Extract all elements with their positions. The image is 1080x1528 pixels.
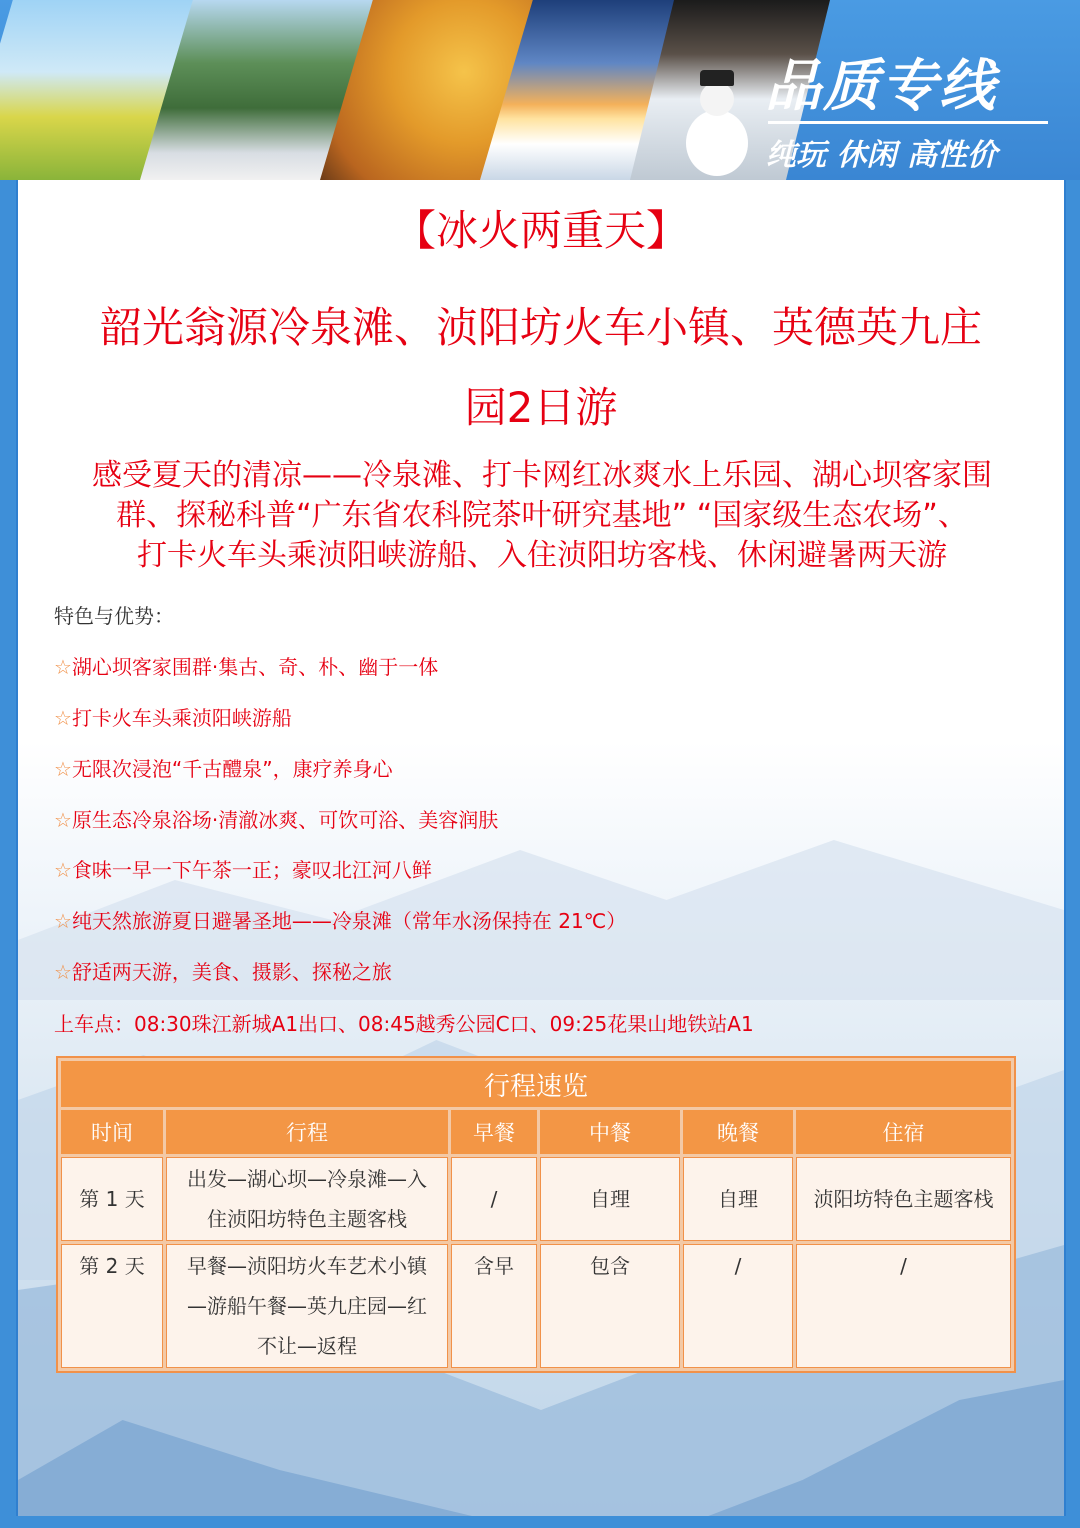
cell-dinner: 自理 bbox=[683, 1157, 793, 1241]
column-header-route: 行程 bbox=[166, 1110, 448, 1154]
route-text-line: —游船午餐—英九庄园—红 bbox=[187, 1294, 427, 1318]
cell-stay: 浈阳坊特色主题客栈 bbox=[796, 1157, 1011, 1241]
route-text-line: 出发—湖心坝—冷泉滩—入 bbox=[187, 1167, 427, 1191]
intro-line: 感受夏天的清凉——冷泉滩、打卡网红冰爽水上乐园、湖心坝客家围 bbox=[92, 458, 992, 493]
features-heading: 特色与优势： bbox=[54, 604, 174, 628]
column-header-stay: 住宿 bbox=[796, 1110, 1011, 1154]
intro-text bbox=[50, 456, 1034, 576]
cell-lunch: 包含 bbox=[540, 1244, 680, 1368]
brand-title: 品质专线 bbox=[765, 54, 997, 119]
cell-breakfast: 含早 bbox=[451, 1244, 537, 1368]
star-icon: ☆ bbox=[54, 706, 72, 730]
itinerary-table bbox=[56, 1056, 1016, 1373]
star-icon: ☆ bbox=[54, 858, 72, 882]
brand-divider bbox=[768, 121, 1048, 124]
cell-breakfast: / bbox=[451, 1157, 537, 1241]
cell-dinner: / bbox=[683, 1244, 793, 1368]
route-text-line: 不让—返程 bbox=[257, 1334, 357, 1358]
snowman-body-shape bbox=[686, 110, 748, 176]
column-header-breakfast: 早餐 bbox=[451, 1110, 537, 1154]
feature-item: ☆舒适两天游，美食、摄影、探秘之旅 bbox=[54, 960, 392, 984]
cell-route bbox=[166, 1157, 448, 1241]
column-header-dinner: 晚餐 bbox=[683, 1110, 793, 1154]
feature-item: ☆纯天然旅游夏日避暑圣地——冷泉滩（常年水汤保持在 21℃） bbox=[54, 909, 627, 933]
cell-day: 第 1 天 bbox=[61, 1157, 163, 1241]
snowman-head-shape bbox=[700, 82, 734, 116]
cell-route bbox=[166, 1244, 448, 1368]
feature-item: ☆食味一早一下午茶一正；豪叹北江河八鲜 bbox=[54, 858, 432, 882]
intro-line: 群、探秘科普“广东省农科院茶叶研究基地” “国家级生态农场”、 bbox=[116, 498, 968, 533]
feature-item: ☆打卡火车头乘浈阳峡游船 bbox=[54, 706, 292, 730]
table-row bbox=[61, 1244, 1011, 1368]
table-header-row bbox=[61, 1110, 1011, 1154]
pickup-points: 上车点：08:30珠江新城A1出口、08:45越秀公园C口、09:25花果山地铁站A1 bbox=[54, 1012, 754, 1036]
table-caption-row bbox=[61, 1061, 1011, 1107]
feature-item: ☆湖心坝客家围群·集古、奇、朴、幽于一体 bbox=[54, 655, 439, 679]
route-title-line: 韶光翁源冷泉滩、浈阳坊火车小镇、英德英九庄 bbox=[99, 303, 982, 352]
star-icon: ☆ bbox=[54, 757, 72, 781]
star-icon: ☆ bbox=[54, 655, 72, 679]
brand-subtitle: 纯玩 休闲 高性价 bbox=[766, 138, 997, 173]
route-title bbox=[48, 288, 1034, 448]
snowman-hat-shape bbox=[700, 70, 734, 86]
feature-item: ☆无限次浸泡“千古醴泉”，康疗养身心 bbox=[54, 757, 393, 781]
table-caption: 行程速览 bbox=[61, 1061, 1011, 1107]
cell-stay: / bbox=[796, 1244, 1011, 1368]
star-icon: ☆ bbox=[54, 960, 72, 984]
star-icon: ☆ bbox=[54, 808, 72, 832]
intro-line: 打卡火车头乘浈阳峡游船、入住浈阳坊客栈、休闲避暑两天游 bbox=[137, 538, 947, 573]
table-row bbox=[61, 1157, 1011, 1241]
column-header-lunch: 中餐 bbox=[540, 1110, 680, 1154]
feature-item: ☆原生态冷泉浴场·清澈冰爽、可饮可浴、美容润肤 bbox=[54, 808, 499, 832]
route-text-line: 早餐—浈阳坊火车艺术小镇 bbox=[187, 1254, 427, 1278]
route-title-line: 园2日游 bbox=[464, 383, 618, 432]
content-card bbox=[16, 180, 1066, 1516]
column-header-time: 时间 bbox=[61, 1110, 163, 1154]
header-banner bbox=[0, 0, 1080, 180]
star-icon: ☆ bbox=[54, 909, 72, 933]
cell-lunch: 自理 bbox=[540, 1157, 680, 1241]
page-title: 【冰火两重天】 bbox=[393, 206, 688, 255]
route-text-line: 住浈阳坊特色主题客栈 bbox=[207, 1207, 407, 1231]
cell-day: 第 2 天 bbox=[61, 1244, 163, 1368]
